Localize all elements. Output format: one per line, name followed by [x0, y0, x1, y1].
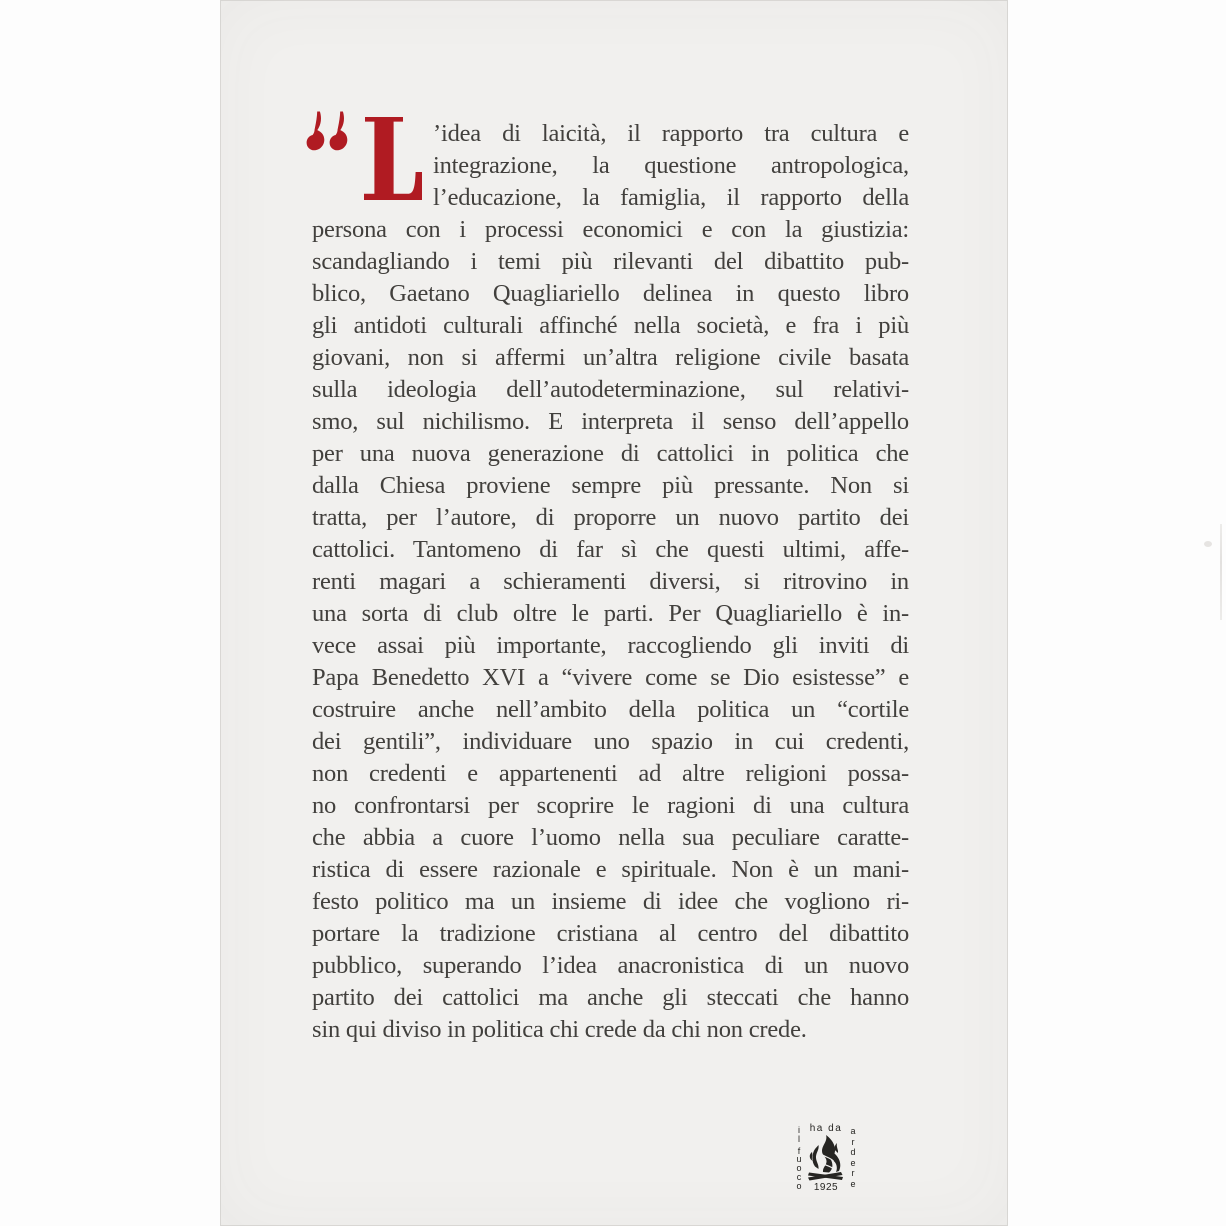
back-cover-blurb — [312, 118, 909, 1046]
blurb-line: ’idea di laicità, il rapporto tra cultura e — [433, 120, 909, 147]
blurb-line: scandagliando i temi più rilevanti del dibattito pub- — [312, 248, 909, 275]
blurb-line: non credenti e appartenenti ad altre religioni possa- — [312, 760, 909, 787]
blurb-line: ristica di essere razionale e spirituale. Non è un mani- — [312, 856, 909, 883]
blurb-line: no confrontarsi per scoprire le ragioni di una cultura — [312, 792, 909, 819]
logo-top-text: ha da — [809, 1123, 843, 1134]
cover-crease — [1220, 524, 1222, 620]
publisher-logo — [794, 1123, 858, 1197]
blurb-line: che abbia a cuore l’uomo nella sua peculiare caratte- — [312, 824, 909, 851]
blurb-line: per una nuova generazione di cattolici in politica che — [312, 440, 909, 467]
blurb-line: blico, Gaetano Quagliariello delinea in questo libro — [312, 280, 909, 307]
blurb-line: sin qui diviso in politica chi crede da chi non crede. — [312, 1016, 807, 1043]
blurb-line: Papa Benedetto XVI a “vivere come se Dio esistesse” e — [312, 664, 909, 691]
blurb-line: cattolici. Tantomeno di far sì che questi ultimi, affe- — [312, 536, 909, 563]
blurb-line: giovani, non si affermi un’altra religione civile basata — [312, 344, 909, 371]
blurb-line: l’educazione, la famiglia, il rapporto della — [433, 184, 909, 211]
blurb-line: persona con i processi economici e con la giustizia: — [312, 216, 909, 243]
blurb-line: tratta, per l’autore, di proporre un nuovo partito dei — [312, 504, 909, 531]
blurb-line: integrazione, la questione antropologica, — [433, 152, 909, 179]
blurb-line: sulla ideologia dell’autodeterminazione, sul relativi- — [312, 376, 909, 403]
logo-center — [804, 1123, 848, 1193]
blurb-line: vece assai più importante, raccogliendo gli inviti di — [312, 632, 909, 659]
logo-left-vertical-text: i l f u o c o — [796, 1125, 802, 1191]
book-back-cover — [220, 0, 1008, 1226]
blurb-line: partito dei cattolici ma anche gli steccati che hanno — [312, 984, 909, 1011]
blurb-line: festo politico ma un insieme di idee che vogliono ri- — [312, 888, 909, 915]
blurb-line: dalla Chiesa proviene sempre più pressante. Non si — [312, 472, 909, 499]
cover-scuff — [1204, 541, 1212, 547]
blurb-lines — [312, 118, 909, 1046]
flame-icon — [804, 1135, 848, 1183]
blurb-line: dei gentili”, individuare uno spazio in cui credenti, — [312, 728, 909, 755]
blurb-line: gli antidoti culturali affinché nella società, e fra i più — [312, 312, 909, 339]
drop-cap-letter — [364, 117, 422, 200]
blurb-line: smo, sul nichilismo. E interpreta il senso dell’appello — [312, 408, 909, 435]
blurb-line: pubblico, superando l’idea anacronistica di un nuovo — [312, 952, 909, 979]
open-quote-mark — [306, 111, 351, 152]
drop-cap-group — [312, 118, 424, 202]
blurb-line: una sorta di club oltre le parti. Per Quagliariello è in- — [312, 600, 909, 627]
logo-right-vertical-text: a r d e r e — [850, 1126, 856, 1189]
blurb-line: costruire anche nell’ambito della politica un “cortile — [312, 696, 909, 723]
blurb-line: portare la tradizione cristiana al centro del dibattito — [312, 920, 909, 947]
blurb-line: renti magari a schieramenti diversi, si ritrovino in — [312, 568, 909, 595]
logo-year: 1925 — [813, 1182, 839, 1193]
